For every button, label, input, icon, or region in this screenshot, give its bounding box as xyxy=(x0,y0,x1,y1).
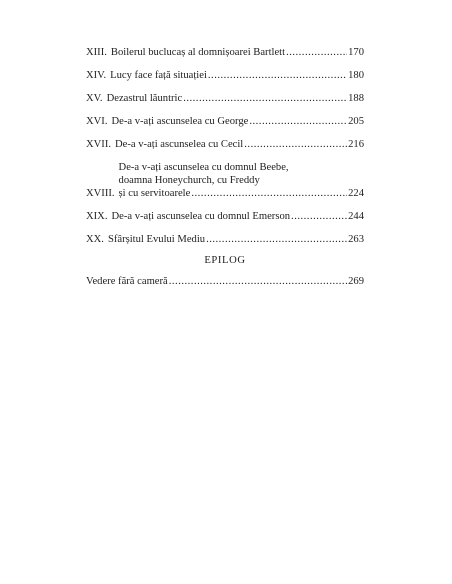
chapter-title: De-a v-ați ascunselea cu domnul Emerson xyxy=(111,211,291,222)
dot-leader xyxy=(183,92,347,105)
page-number: 205 xyxy=(348,116,364,127)
epilog-heading: EPILOG xyxy=(204,255,246,266)
toc-entry-xiii xyxy=(86,46,364,59)
chapter-number: XIII. xyxy=(86,47,107,58)
chapter-title-line: De-a v-ați ascunselea cu domnul Beebe, xyxy=(118,162,289,173)
epilog-section xyxy=(86,275,364,298)
chapter-number: XVIII. xyxy=(86,188,115,199)
chapter-title: Dezastrul lăuntric xyxy=(106,93,183,104)
dot-leader xyxy=(191,187,347,200)
chapter-number: XV. xyxy=(86,93,103,104)
dot-leader xyxy=(244,138,347,151)
toc-entry-xv xyxy=(86,92,364,105)
chapter-title: De-a v-ați ascunselea cu George xyxy=(111,116,249,127)
chapter-title: Sfârșitul Evului Mediu xyxy=(107,234,206,245)
chapter-title-line: doamna Honeychurch, cu Freddy xyxy=(118,175,260,186)
dot-leader xyxy=(286,46,347,59)
chapter-title: De-a v-ați ascunselea cu Cecil xyxy=(115,139,244,150)
page-number: 180 xyxy=(348,70,364,81)
chapter-title: Lucy face față situației xyxy=(110,70,207,81)
toc-entry-xiv xyxy=(86,69,364,82)
dot-leader xyxy=(169,275,347,288)
dot-leader xyxy=(206,233,347,246)
toc-entry-xviii xyxy=(86,161,364,200)
chapter-title: Boilerul buclucaș al domnișoarei Bartlett xyxy=(110,47,286,58)
chapter-number: XX. xyxy=(86,234,104,245)
page-number: 170 xyxy=(348,47,364,58)
page-number: 188 xyxy=(348,93,364,104)
table-of-contents xyxy=(86,46,364,256)
toc-entry-xvii xyxy=(86,138,364,151)
page-number: 263 xyxy=(348,234,364,245)
dot-leader xyxy=(208,69,347,82)
page-number: 244 xyxy=(348,211,364,222)
epilog-title: Vedere fără cameră xyxy=(86,276,168,287)
chapter-number: XVII. xyxy=(86,139,112,150)
chapter-number: XVI. xyxy=(86,116,108,127)
page-number: 224 xyxy=(348,188,364,199)
toc-entry-xx xyxy=(86,233,364,246)
chapter-number: XIX. xyxy=(86,211,108,222)
toc-entry-xvi xyxy=(86,115,364,128)
chapter-number: XIV. xyxy=(86,70,107,81)
page-number: 269 xyxy=(348,276,364,287)
dot-leader xyxy=(249,115,347,128)
chapter-title: și cu servitoarele xyxy=(118,188,191,199)
toc-entry-xix xyxy=(86,210,364,223)
toc-entry-epilog xyxy=(86,275,364,288)
page-number: 216 xyxy=(348,139,364,150)
dot-leader xyxy=(291,210,347,223)
